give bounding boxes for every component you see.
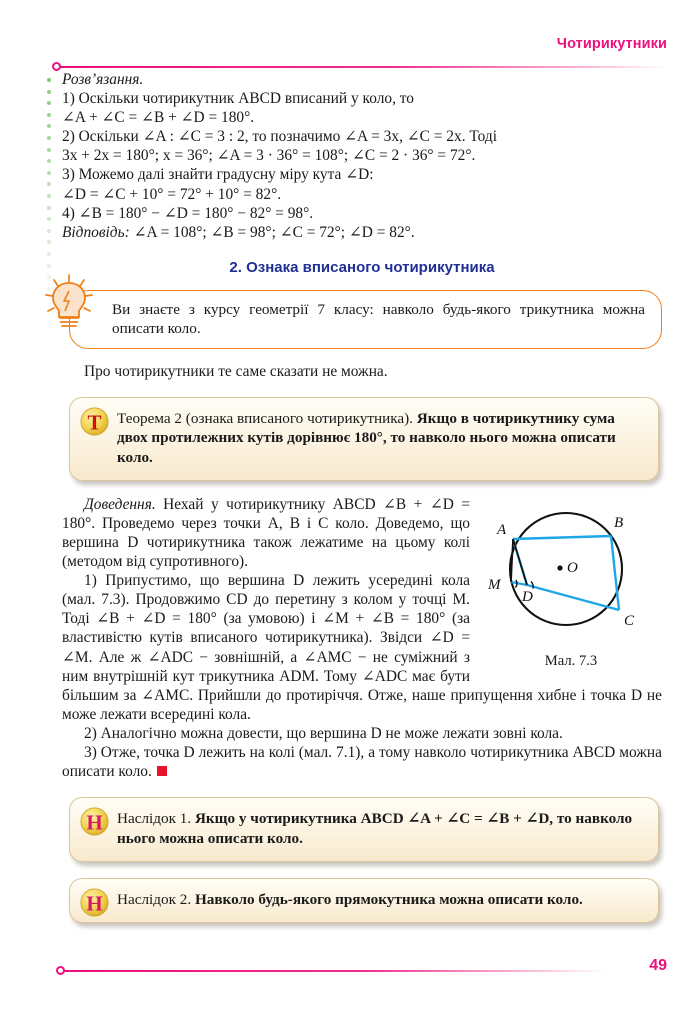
proof-label: Доведення. xyxy=(84,495,156,513)
corollary-2-normal-text: Наслідок 2. xyxy=(117,890,192,908)
footer-rule-line xyxy=(62,970,607,972)
corollary-1-bold-text: Якщо у чотирикутника ABCD ∠A + ∠C = ∠B + ∠D, то навколо нього можна описати коло. xyxy=(117,810,633,847)
svg-text:O: O xyxy=(567,559,578,576)
header-rule-line xyxy=(58,66,667,68)
proof-paragraph-1-text: Нехай у чотирикутнику ABCD ∠B + ∠D = 180°. Проведемо через точки A, B і C коло. Доведемо, що вершина D чотирикутника також лежатиме на цьому колі (методом від супротивного). xyxy=(62,495,470,571)
margin-dot-strip xyxy=(47,78,55,298)
solution-title: Розв’язання. xyxy=(62,71,144,88)
solution-line: 1) Оскільки чотирикутник ABCD вписаний у коло, то xyxy=(62,90,415,108)
theorem-box xyxy=(69,397,659,481)
hint-callout xyxy=(69,290,662,349)
solution-line: 3) Можемо далі знайти градусну міру кута ∠D: xyxy=(62,166,374,184)
solution-answer xyxy=(62,223,662,242)
proof-paragraph-4-text: 3) Отже, точка D лежить на колі (мал. 7.1), а тому навколо чотирикутника ABCD можна описати коло. xyxy=(62,744,662,781)
corollary-box-1 xyxy=(69,797,659,862)
theorem-text xyxy=(117,409,642,467)
intro-paragraph: Про чотирикутники те саме сказати не можна. xyxy=(84,362,388,380)
svg-text:D: D xyxy=(522,588,533,605)
solution-line: 3x + 2x = 180°; x = 36°; ∠A = 3 · 36° = 108°; ∠C = 2 · 36° = 72°. xyxy=(62,147,476,165)
page-number: 49 xyxy=(649,957,667,974)
theorem-bold-text: Якщо в чотирикутнику сума двох протилежних кутів дорівнює 180°, то навколо нього можна описати коло. xyxy=(117,409,616,466)
section-heading: 2. Ознака вписаного чотирикутника xyxy=(229,258,495,276)
solution-line: ∠D = ∠C + 10° = 72° + 10° = 82°. xyxy=(62,185,282,203)
corollary-badge-icon xyxy=(80,888,109,917)
page-header xyxy=(0,0,695,66)
hint-callout-text: Ви знаєте з курсу геометрії 7 класу: навколо будь-якого трикутника можна описати коло. xyxy=(112,300,645,337)
proof-section xyxy=(62,495,662,781)
theorem-normal-text: Теорема 2 (ознака вписаного чотирикутника). xyxy=(117,409,413,427)
solution-line: ∠A + ∠C = ∠B + ∠D = 180°. xyxy=(62,109,255,127)
proof-paragraph-3: 2) Аналогічно можна довести, що вершина D не може лежати зовні кола. xyxy=(84,724,563,742)
footer-rule-dot-icon xyxy=(56,966,65,975)
svg-text:A: A xyxy=(497,521,507,538)
corollary-1-normal-text: Наслідок 1. xyxy=(117,810,192,828)
svg-text:B: B xyxy=(614,514,624,531)
running-head: Чотирикутники xyxy=(556,36,667,52)
corollary-box-2 xyxy=(69,878,659,923)
corollary-2-text xyxy=(117,890,642,909)
solution-line: 4) ∠B = 180° − ∠D = 180° − 82° = 98°. xyxy=(62,204,314,222)
corollary-2-bold-text: Навколо будь-якого прямокутника можна описати коло. xyxy=(194,890,583,908)
corollary-1-text xyxy=(117,809,642,848)
theorem-badge-icon xyxy=(80,407,109,436)
corollary-badge-icon xyxy=(80,807,109,836)
proof-paragraph-2: 1) Припустимо, що вершина D лежить усередині кола (мал. 7.3). Продовжимо CD до перетину з колом у точці M. Тоді ∠B + ∠D = 180° (за умовою) і ∠M + ∠B = 180° (за властивістю кутів вписаного чотирикутника). Звідси ∠D = ∠M. Але ж ∠ADC − зовнішній, а ∠AMC − не суміжний з ним внутрішній кут трикутника ADM. Тому ∠ADC має бути більшим за ∠AMC. Прийшли до протиріччя. Отже, наше припущення хибне і точка D не може лежати всередині кола. xyxy=(62,572,662,723)
svg-text:Н: Н xyxy=(86,891,103,916)
page-content xyxy=(62,70,662,923)
lightbulb-icon xyxy=(43,273,95,331)
figure-diagram xyxy=(480,497,662,647)
figure-7-3 xyxy=(480,497,662,670)
page-footer xyxy=(0,957,695,982)
figure-caption: Мал. 7.3 xyxy=(544,652,598,669)
answer-label: Відповідь: xyxy=(62,223,130,241)
answer-value: ∠A = 108°; ∠B = 98°; ∠C = 72°; ∠D = 82°. xyxy=(133,223,415,241)
solution-block xyxy=(62,70,662,242)
svg-text:C: C xyxy=(624,612,635,629)
svg-text:Т: Т xyxy=(87,410,102,435)
footer-rule xyxy=(56,966,607,976)
svg-text:Н: Н xyxy=(86,810,103,835)
header-rule-dot-icon xyxy=(52,62,61,71)
proof-paragraph-4 xyxy=(62,743,662,781)
proof-end-marker-icon xyxy=(157,766,167,776)
solution-line: 2) Оскільки ∠A : ∠C = 3 : 2, то позначимо ∠A = 3x, ∠C = 2x. Тоді xyxy=(62,128,497,146)
svg-text:M: M xyxy=(488,576,501,593)
